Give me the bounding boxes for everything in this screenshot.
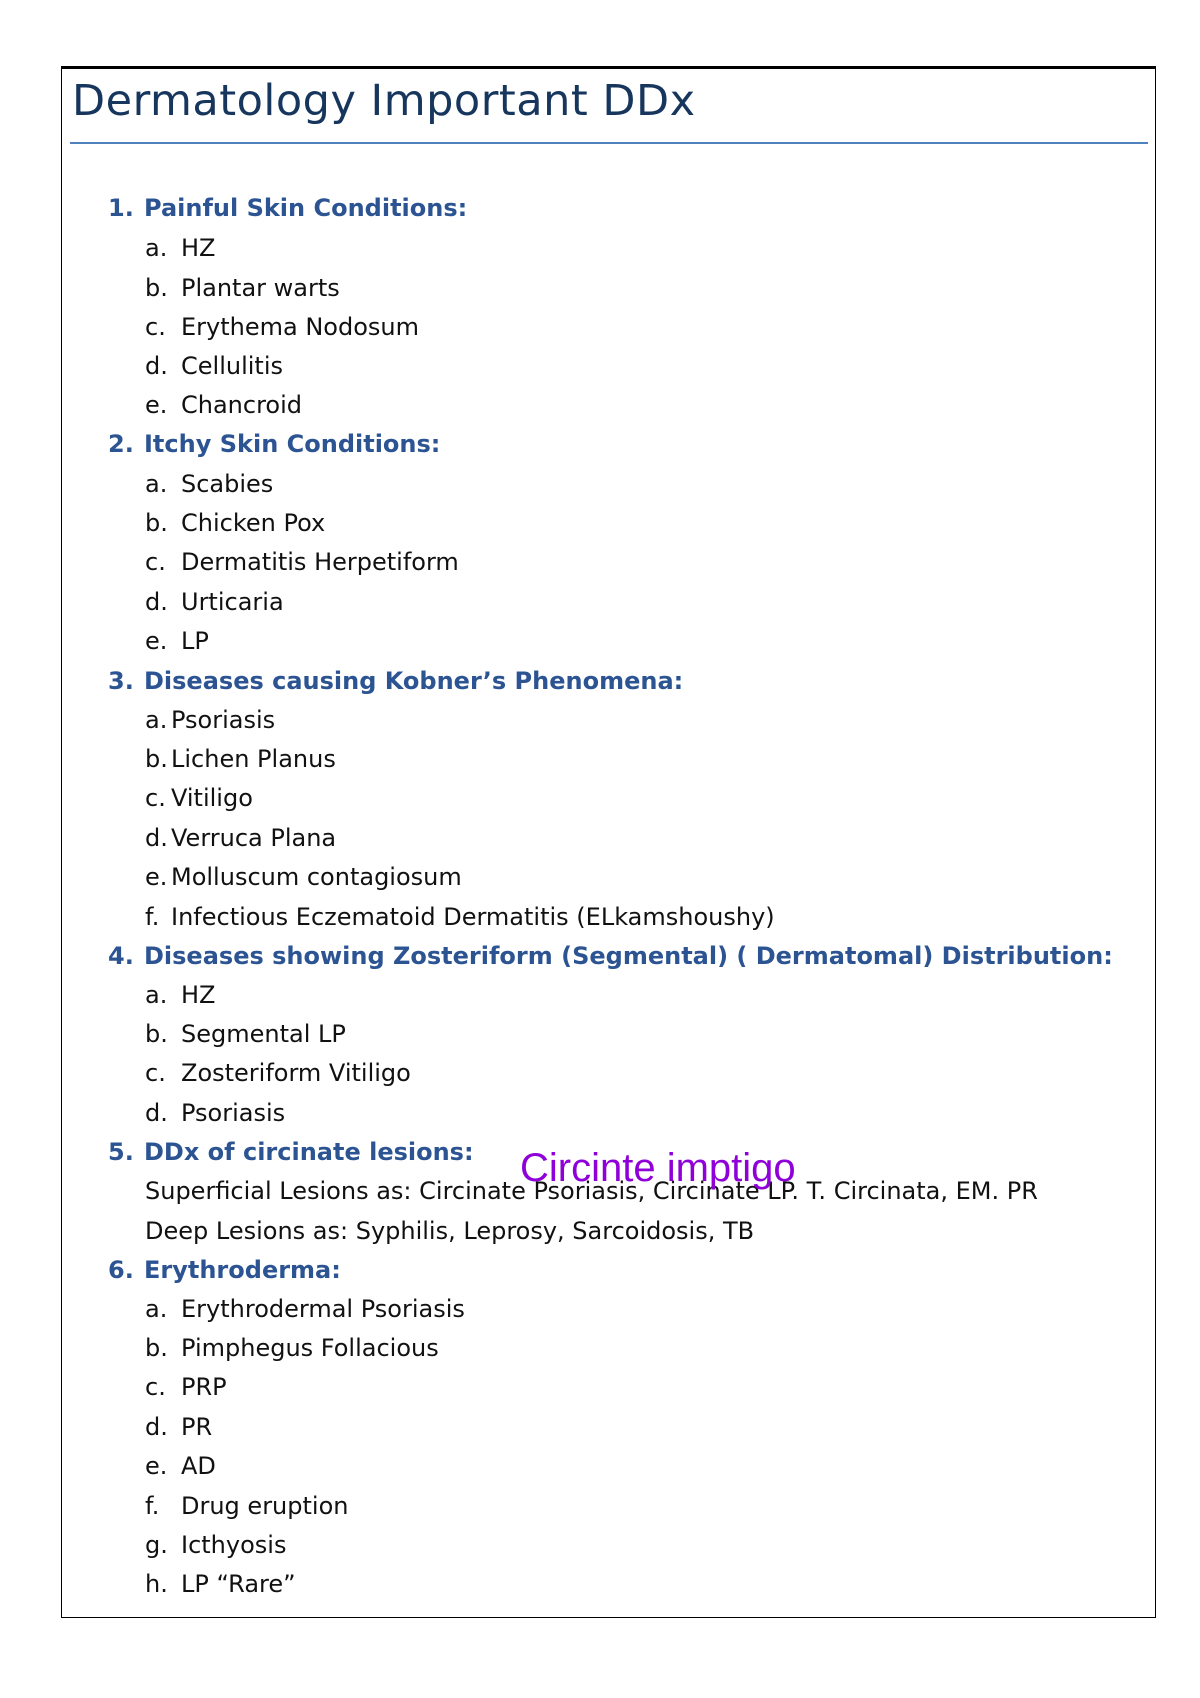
list-item xyxy=(145,1454,216,1478)
item-text: PR xyxy=(181,1413,213,1441)
item-marker: b. xyxy=(145,1334,168,1362)
item-marker: b. xyxy=(145,745,168,773)
list-item xyxy=(145,786,253,810)
item-marker: f. xyxy=(145,903,160,931)
list-item xyxy=(145,472,273,496)
item-marker: d. xyxy=(145,1413,168,1441)
item-marker: a. xyxy=(145,981,168,1009)
item-text: Chancroid xyxy=(181,391,303,419)
section-number: 6. xyxy=(108,1256,134,1284)
item-text: Plantar warts xyxy=(181,274,340,302)
item-marker: d. xyxy=(145,824,168,852)
item-text: Infectious Eczematoid Dermatitis (ELkamshoushy) xyxy=(171,903,775,931)
item-marker: d. xyxy=(145,1099,168,1127)
item-marker: a. xyxy=(145,234,168,262)
item-text: Erythema Nodosum xyxy=(181,313,419,341)
item-text: HZ xyxy=(181,981,216,1009)
item-text: Icthyosis xyxy=(181,1531,287,1559)
list-item xyxy=(145,1533,286,1557)
item-marker: c. xyxy=(145,784,166,812)
item-text: Psoriasis xyxy=(181,1099,286,1127)
text-line: Superficial Lesions as: Circinate Psoriasis, Circinate LP. T. Circinata, EM. PR xyxy=(145,1177,1038,1205)
list-item xyxy=(145,354,283,378)
list-item xyxy=(145,865,462,889)
text-line: Deep Lesions as: Syphilis, Leprosy, Sarcoidosis, TB xyxy=(145,1217,755,1245)
section-heading-text: Painful Skin Conditions: xyxy=(144,194,468,222)
item-text: Verruca Plana xyxy=(171,824,337,852)
list-item xyxy=(145,315,419,339)
item-marker: b. xyxy=(145,1020,168,1048)
item-text: Chicken Pox xyxy=(181,509,326,537)
list-item xyxy=(145,747,336,771)
item-text: LP “Rare” xyxy=(181,1570,296,1598)
section-heading-zosteriform xyxy=(108,944,1113,968)
section-heading-painful xyxy=(108,196,467,220)
item-marker: h. xyxy=(145,1570,168,1598)
section-heading-text: Erythroderma: xyxy=(144,1256,341,1284)
document-title: Dermatology Important DDx xyxy=(72,76,696,126)
list-item xyxy=(145,550,459,574)
section-heading-itchy xyxy=(108,432,440,456)
item-text: Pimphegus Follacious xyxy=(181,1334,439,1362)
list-item xyxy=(145,276,340,300)
list-item xyxy=(145,1415,212,1439)
item-text: Cellulitis xyxy=(181,352,283,380)
item-marker: g. xyxy=(145,1531,168,1559)
section-heading-text: DDx of circinate lesions: xyxy=(144,1138,474,1166)
item-marker: c. xyxy=(145,313,166,341)
item-marker: b. xyxy=(145,274,168,302)
item-text: Segmental LP xyxy=(181,1020,346,1048)
section-number: 1. xyxy=(108,194,134,222)
list-item xyxy=(145,236,216,260)
item-text: Lichen Planus xyxy=(171,745,336,773)
list-item xyxy=(145,1494,348,1518)
list-item xyxy=(145,629,209,653)
list-item xyxy=(145,590,284,614)
section-number: 5. xyxy=(108,1138,134,1166)
item-marker: a. xyxy=(145,706,168,734)
item-marker: f. xyxy=(145,1492,160,1520)
item-text: Psoriasis xyxy=(171,706,276,734)
list-item xyxy=(145,826,336,850)
item-marker: b. xyxy=(145,509,168,537)
item-text: Dermatitis Herpetiform xyxy=(181,548,459,576)
item-marker: d. xyxy=(145,588,168,616)
item-text: Drug eruption xyxy=(181,1492,349,1520)
list-item xyxy=(145,905,775,929)
handwritten-annotation: Circinte imptigo xyxy=(520,1146,796,1190)
item-marker: c. xyxy=(145,1059,166,1087)
section-heading-text: Itchy Skin Conditions: xyxy=(144,430,441,458)
item-marker: e. xyxy=(145,391,168,419)
item-marker: e. xyxy=(145,1452,168,1480)
list-item xyxy=(145,511,325,535)
title-underline xyxy=(70,142,1148,144)
item-text: HZ xyxy=(181,234,216,262)
section-number: 2. xyxy=(108,430,134,458)
item-text: Urticaria xyxy=(181,588,284,616)
list-item xyxy=(145,1336,439,1360)
item-text: Scabies xyxy=(181,470,274,498)
section-heading-text: Diseases showing Zosteriform (Segmental) ( Dermatomal) Distribution: xyxy=(144,942,1113,970)
item-marker: a. xyxy=(145,470,168,498)
item-text: AD xyxy=(181,1452,216,1480)
section-heading-text: Diseases causing Kobner’s Phenomena: xyxy=(144,667,684,695)
list-item xyxy=(145,1375,227,1399)
item-text: LP xyxy=(181,627,209,655)
item-text: Vitiligo xyxy=(171,784,253,812)
item-text: Zosteriform Vitiligo xyxy=(181,1059,411,1087)
item-marker: a. xyxy=(145,1295,168,1323)
list-item xyxy=(145,1572,296,1596)
item-marker: e. xyxy=(145,627,168,655)
list-item xyxy=(145,1061,411,1085)
section-number: 4. xyxy=(108,942,134,970)
item-text: PRP xyxy=(181,1373,227,1401)
list-item xyxy=(145,1022,346,1046)
section-number: 3. xyxy=(108,667,134,695)
section-heading-kobner xyxy=(108,669,683,693)
item-text: Erythrodermal Psoriasis xyxy=(181,1295,465,1323)
list-item xyxy=(145,708,275,732)
list-item xyxy=(145,1297,465,1321)
item-marker: d. xyxy=(145,352,168,380)
list-item xyxy=(145,1101,285,1125)
item-marker: e. xyxy=(145,863,168,891)
item-marker: c. xyxy=(145,1373,166,1401)
section-heading-circinate xyxy=(108,1140,474,1164)
item-text: Molluscum contagiosum xyxy=(171,863,462,891)
section-heading-erythroderma xyxy=(108,1258,341,1282)
list-item xyxy=(145,393,302,417)
item-marker: c. xyxy=(145,548,166,576)
list-item xyxy=(145,983,216,1007)
